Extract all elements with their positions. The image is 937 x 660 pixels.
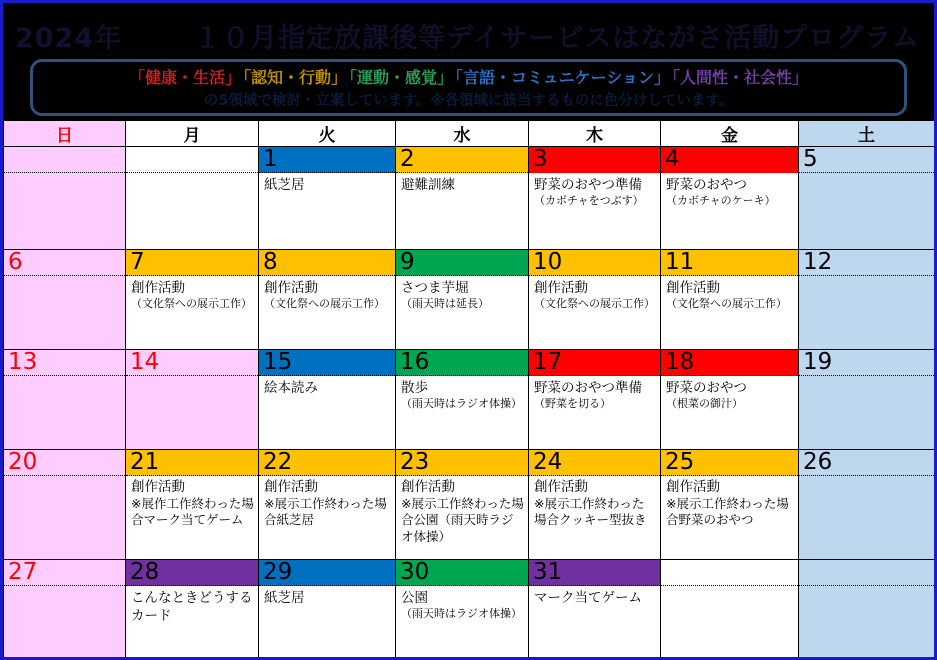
activity-content <box>126 476 258 536</box>
calendar-cell-day-6[interactable] <box>4 250 126 350</box>
activity-text: （カボチャのケーキ） <box>666 194 776 208</box>
day-number-zone <box>259 350 395 376</box>
activity-content <box>126 376 258 385</box>
week-row-3 <box>4 350 935 450</box>
day-number: 8 <box>263 249 278 275</box>
legend-category: 「健康・生活」 <box>128 68 241 87</box>
legend-category: 「認知・行動」 <box>242 68 347 87</box>
activity-text: 創作活動 <box>401 479 455 495</box>
calendar-cell-day-11[interactable] <box>661 250 799 350</box>
activity-content <box>799 476 934 485</box>
calendar-cell-day-8[interactable] <box>259 250 396 350</box>
day-number: 23 <box>400 449 430 475</box>
activity-text: マーク当てゲーム <box>534 590 642 606</box>
day-of-week-header-row <box>4 121 935 147</box>
activity-content <box>4 376 125 385</box>
calendar-cell-day-9[interactable] <box>396 250 529 350</box>
activity-text: 創作活動 <box>534 280 588 296</box>
day-number-zone <box>126 250 258 276</box>
activity-content <box>396 276 528 318</box>
activity-text: 創作活動 <box>666 280 720 296</box>
header-band <box>3 3 934 120</box>
title-year: 2024年 <box>15 23 123 54</box>
day-number-zone <box>259 250 395 276</box>
day-number-zone <box>4 147 125 173</box>
day-number: 6 <box>8 249 23 275</box>
activity-text: さつま芋堀 <box>401 280 469 296</box>
calendar-cell-day-20[interactable] <box>4 450 126 560</box>
calendar-cell-day-4[interactable] <box>661 147 799 250</box>
calendar-cell[interactable] <box>126 147 259 250</box>
day-number-zone <box>396 450 528 476</box>
calendar-cell[interactable] <box>799 560 935 659</box>
activity-content <box>4 276 125 285</box>
calendar-cell-day-19[interactable] <box>799 350 935 450</box>
day-header-火[interactable]: 火 <box>259 121 396 147</box>
day-number-zone <box>661 350 798 376</box>
day-header-木[interactable]: 木 <box>529 121 661 147</box>
day-number-zone <box>259 560 395 586</box>
activity-text: 避難訓練 <box>401 177 455 193</box>
activity-text: （野菜を切る） <box>534 397 611 411</box>
calendar-cell-day-23[interactable] <box>396 450 529 560</box>
activity-text: （雨天時は延長） <box>401 297 489 311</box>
activity-content <box>4 586 125 595</box>
day-number-zone <box>661 147 798 173</box>
day-number-zone <box>126 147 258 173</box>
activity-content <box>529 376 660 418</box>
day-number-zone <box>4 560 125 586</box>
calendar-cell[interactable] <box>4 147 126 250</box>
calendar-cell-day-26[interactable] <box>799 450 935 560</box>
day-number: 2 <box>400 146 415 172</box>
day-number-zone <box>661 560 798 586</box>
calendar-cell-day-12[interactable] <box>799 250 935 350</box>
activity-text: 公園 <box>401 590 428 606</box>
week-row-1 <box>4 147 935 250</box>
activity-text: （文化祭への展示工作） <box>534 297 655 311</box>
day-number: 21 <box>130 449 160 475</box>
activity-content <box>661 276 798 318</box>
calendar-cell-day-5[interactable] <box>799 147 935 250</box>
activity-content <box>259 376 395 403</box>
day-number-zone <box>799 560 934 586</box>
day-number-zone <box>126 450 258 476</box>
day-number-zone <box>529 250 660 276</box>
calendar-cell-day-2[interactable] <box>396 147 529 250</box>
page-title <box>3 3 934 55</box>
calendar-cell-day-17[interactable] <box>529 350 661 450</box>
calendar-cell-day-16[interactable] <box>396 350 529 450</box>
day-number-zone <box>4 450 125 476</box>
day-header-金[interactable]: 金 <box>661 121 799 147</box>
day-number-zone <box>396 250 528 276</box>
activity-text: （文化祭への展示工作） <box>666 297 787 311</box>
day-number: 22 <box>263 449 293 475</box>
day-number: 17 <box>533 349 563 375</box>
calendar-cell-day-25[interactable] <box>661 450 799 560</box>
day-number-zone <box>4 250 125 276</box>
day-header-水[interactable]: 水 <box>396 121 529 147</box>
activity-content <box>529 173 660 215</box>
calendar-cell-day-30[interactable] <box>396 560 529 659</box>
legend-categories <box>128 65 809 88</box>
day-number: 27 <box>8 559 38 585</box>
day-number-zone <box>799 350 934 376</box>
day-number: 14 <box>130 349 160 375</box>
activity-text: こんなときどうするカード <box>131 590 253 625</box>
activity-text: （文化祭への展示工作） <box>131 297 252 311</box>
calendar-cell-day-29[interactable] <box>259 560 396 659</box>
activity-text: （文化祭への展示工作） <box>264 297 385 311</box>
calendar-cell[interactable] <box>661 560 799 659</box>
day-number: 7 <box>130 249 145 275</box>
day-number: 18 <box>665 349 695 375</box>
day-number-zone <box>396 350 528 376</box>
activity-text: 絵本読み <box>264 380 318 396</box>
week-row-5 <box>4 560 935 659</box>
day-number-zone <box>4 350 125 376</box>
activity-content <box>126 173 258 182</box>
calendar-cell-day-18[interactable] <box>661 350 799 450</box>
day-number: 13 <box>8 349 38 375</box>
activity-content <box>4 476 125 485</box>
day-number-zone <box>661 250 798 276</box>
day-number-zone <box>529 560 660 586</box>
day-number-zone <box>259 147 395 173</box>
calendar-cell-day-15[interactable] <box>259 350 396 450</box>
activity-note: ※展示工作終わった場合紙芝居 <box>264 496 387 528</box>
title-text: １０月指定放課後等デイサービスはながさ活動プログラム <box>194 23 920 54</box>
activity-content <box>799 376 934 385</box>
day-header-日[interactable]: 日 <box>4 121 126 147</box>
day-number-zone <box>529 450 660 476</box>
calendar-cell-day-3[interactable] <box>529 147 661 250</box>
activity-text: 創作活動 <box>264 479 318 495</box>
activity-content <box>259 173 395 200</box>
day-number-zone <box>799 450 934 476</box>
activity-content <box>259 586 395 613</box>
activity-text: （雨天時はラジオ体操） <box>401 607 522 621</box>
activity-content <box>396 173 528 200</box>
activity-text: 創作活動 <box>534 479 588 495</box>
day-number-zone <box>529 147 660 173</box>
calendar-cell-day-7[interactable] <box>126 250 259 350</box>
activity-text: 野菜のおやつ準備 <box>534 380 642 396</box>
activity-text: 野菜のおやつ準備 <box>534 177 642 193</box>
activity-content <box>529 586 660 613</box>
day-number: 26 <box>803 449 833 475</box>
activity-text: 野菜のおやつ <box>666 177 747 193</box>
calendar-cell-day-14[interactable] <box>126 350 259 450</box>
week-row-2 <box>4 250 935 350</box>
activity-content <box>661 173 798 215</box>
activity-text: 創作活動 <box>264 280 318 296</box>
activity-content <box>259 476 395 536</box>
day-number: 16 <box>400 349 430 375</box>
activity-text: 紙芝居 <box>264 177 305 193</box>
activity-content <box>661 376 798 418</box>
activity-note: ※展示工作終わった場合クッキー型抜き <box>534 496 647 528</box>
week-row-4 <box>4 450 935 560</box>
calendar-cell-day-24[interactable] <box>529 450 661 560</box>
activity-text: 散歩 <box>401 380 428 396</box>
activity-text: 野菜のおやつ <box>666 380 747 396</box>
activity-text: 創作活動 <box>131 479 185 495</box>
day-number: 3 <box>533 146 548 172</box>
day-number: 28 <box>130 559 160 585</box>
activity-content <box>661 586 798 595</box>
activity-content <box>126 276 258 318</box>
legend-box <box>30 59 907 116</box>
activity-text: 紙芝居 <box>264 590 305 606</box>
calendar-cell-day-31[interactable] <box>529 560 661 659</box>
day-number-zone <box>259 450 395 476</box>
activity-content <box>259 276 395 318</box>
day-number-zone <box>126 350 258 376</box>
activity-content <box>126 586 258 631</box>
day-number: 11 <box>665 249 695 275</box>
activity-note: ※展作工作終わった場合マーク当てゲーム <box>131 496 254 528</box>
day-number: 5 <box>803 146 818 172</box>
activity-text: （カボチャをつぶす） <box>534 194 644 208</box>
day-number: 25 <box>665 449 695 475</box>
legend-category: 「運動・感覚」 <box>348 68 453 87</box>
activity-text: 創作活動 <box>131 280 185 296</box>
day-number-zone <box>529 350 660 376</box>
activity-content <box>799 276 934 285</box>
calendar-cell-day-13[interactable] <box>4 350 126 450</box>
day-number: 29 <box>263 559 293 585</box>
calendar-cell-day-21[interactable] <box>126 450 259 560</box>
day-number-zone <box>799 250 934 276</box>
activity-content <box>396 476 528 552</box>
activity-text: （雨天時はラジオ体操） <box>401 397 522 411</box>
day-number: 31 <box>533 559 563 585</box>
calendar-cell-day-10[interactable] <box>529 250 661 350</box>
activity-content <box>396 586 528 628</box>
day-number: 30 <box>400 559 430 585</box>
activity-content <box>529 276 660 318</box>
day-number: 19 <box>803 349 833 375</box>
day-number: 1 <box>263 146 278 172</box>
activity-text: （根菜の御汁） <box>666 397 743 411</box>
activity-content <box>529 476 660 536</box>
day-number: 15 <box>263 349 293 375</box>
activity-content <box>799 586 934 595</box>
day-number: 4 <box>665 146 680 172</box>
day-number-zone <box>396 560 528 586</box>
day-number-zone <box>661 450 798 476</box>
activity-note: ※展示工作終わった場合公園（雨天時ラジオ体操） <box>401 496 524 544</box>
calendar-cell-day-22[interactable] <box>259 450 396 560</box>
day-number: 24 <box>533 449 563 475</box>
calendar-cell-day-28[interactable] <box>126 560 259 659</box>
day-number: 20 <box>8 449 38 475</box>
activity-content <box>396 376 528 418</box>
day-number: 10 <box>533 249 563 275</box>
day-header-土[interactable]: 土 <box>799 121 935 147</box>
activity-content <box>799 173 934 182</box>
activity-note: ※展示工作終わった場合野菜のおやつ <box>666 496 789 528</box>
legend-category: 「人間性・社会性」 <box>672 68 809 87</box>
activity-content <box>4 173 125 182</box>
calendar-cell-day-1[interactable] <box>259 147 396 250</box>
day-number-zone <box>799 147 934 173</box>
day-number-zone <box>396 147 528 173</box>
day-number-zone <box>126 560 258 586</box>
calendar-table <box>3 120 935 659</box>
day-number: 12 <box>803 249 833 275</box>
legend-category: 「言語・コミュニケーション」 <box>454 68 671 87</box>
activity-content <box>661 476 798 536</box>
day-header-月[interactable]: 月 <box>126 121 259 147</box>
day-number: 9 <box>400 249 415 275</box>
legend-note: の5領域で検討・立案しています。※各領域に該当するものに色分けしています。 <box>203 93 734 109</box>
calendar-cell-day-27[interactable] <box>4 560 126 659</box>
activity-text: 創作活動 <box>666 479 720 495</box>
